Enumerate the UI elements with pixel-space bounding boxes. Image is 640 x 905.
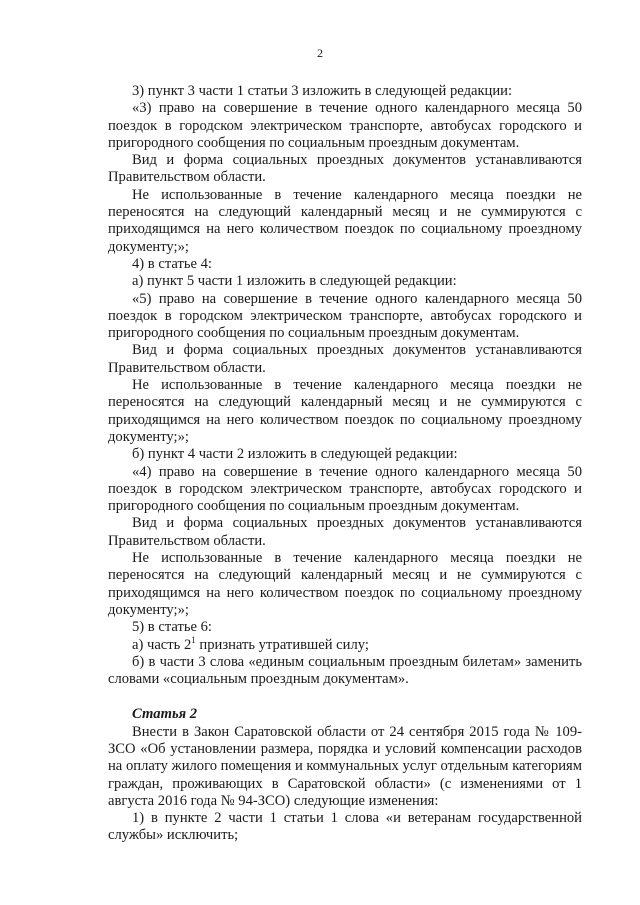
document-body — [108, 83, 582, 845]
paragraph: 4) в статье 4: — [132, 255, 212, 272]
paragraph: Не использованные в течение календарного месяца поездки не переносятся на следующий календарный месяц и не суммируются с приходящимся на него количеством поездок по социальному проездному документу;»; — [108, 186, 582, 255]
paragraph: б) в части 3 слова «единым социальным проездным билетам» заменить словами «социальным проездным документам». — [108, 653, 582, 688]
paragraph: Вид и форма социальных проездных документов устанавливаются Правительством области. — [108, 342, 582, 376]
paragraph: б) пункт 4 части 2 изложить в следующей редакции: — [132, 446, 458, 463]
paragraph: «3) право на совершение в течение одного календарного месяца 50 поездок в городском электрическом транспорте, автобусах городского и пригородного сообщения по социальным проездным документам. — [108, 100, 582, 151]
item-a-superscript: 1 — [191, 634, 196, 645]
paragraph: 1) в пункте 2 части 1 статьи 1 слова «и ветеранам государственной службы» исключить; — [108, 810, 582, 844]
paragraph: а) пункт 5 части 1 изложить в следующей редакции: — [132, 273, 457, 290]
paragraph: Не использованные в течение календарного месяца поездки не переносятся на следующий календарный месяц и не суммируются с приходящимся на него количеством поездок по социальному проездному документу;»; — [108, 550, 582, 618]
paragraph: 3) пункт 3 части 1 статьи 3 изложить в следующей редакции: — [132, 83, 513, 99]
page-number: 2 — [317, 46, 323, 60]
paragraph: «4) право на совершение в течение одного календарного месяца 50 поездок в городском электрическом транспорте, автобусах городского и пригородного сообщения по социальным проездным документам. — [108, 463, 582, 515]
article-heading: Статья 2 — [132, 706, 198, 723]
paragraph: 5) в статье 6: — [132, 619, 212, 636]
paragraph: «5) право на совершение в течение одного календарного месяца 50 поездок в городском электрическом транспорте, автобусах городского и пригородного сообщения по социальным проездным документам. — [108, 290, 582, 342]
paragraph: Вид и форма социальных проездных документов устанавливаются Правительством области. — [108, 152, 582, 186]
item-a-text: а) часть 2 — [132, 636, 192, 653]
paragraph: Вид и форма социальных проездных документов устанавливаются Правительством области. — [108, 515, 582, 549]
paragraph: Не использованные в течение календарного месяца поездки не переносятся на следующий календарный месяц и не суммируются с приходящимся на него количеством поездок по социальному проездному документу;»; — [108, 377, 582, 445]
paragraph-item-a — [108, 634, 582, 654]
paragraph: Внести в Закон Саратовской области от 24 сентября 2015 года № 109-ЗСО «Об установлении размера, порядка и условий компенсации расходов на оплату жилого помещения и коммунальных услуг отдельным категориям граждан, проживающих в Саратовской области» (с изменениями от 1 августа 2016 года № 94-ЗСО) следующие изменения: — [108, 723, 582, 809]
item-a-tail: признать утратившей силу; — [195, 636, 369, 653]
